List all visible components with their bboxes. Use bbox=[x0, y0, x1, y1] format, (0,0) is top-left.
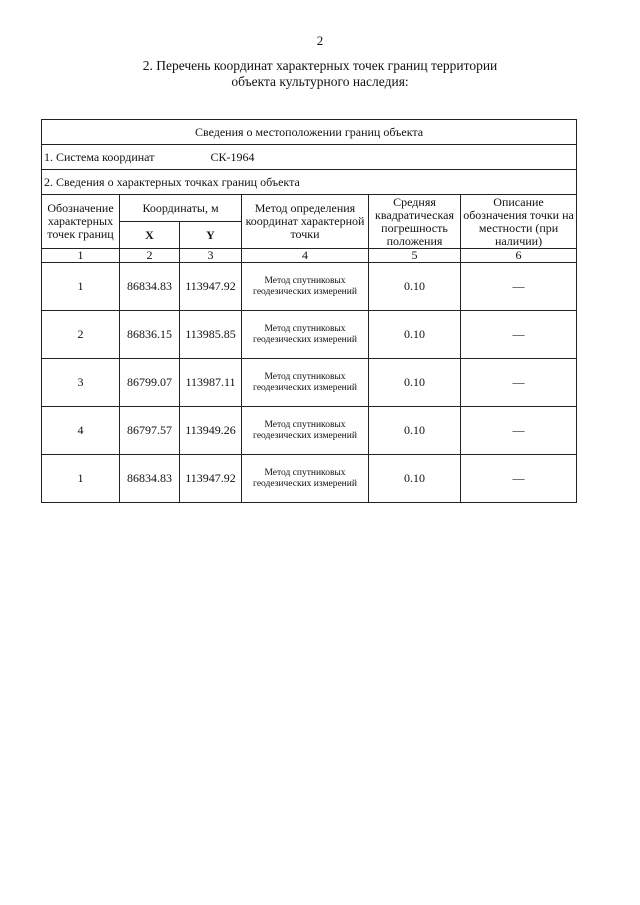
header-y: Y bbox=[180, 222, 242, 249]
cell-point: 1 bbox=[42, 263, 120, 311]
cell-method: Метод спутниковых геодезических измерений bbox=[242, 455, 369, 503]
column-number: 1 bbox=[42, 249, 120, 263]
table-row bbox=[42, 263, 577, 311]
header-method: Метод определения координат характерной точки bbox=[242, 195, 369, 249]
coordinate-system-row bbox=[42, 145, 577, 170]
cell-accuracy: 0.10 bbox=[369, 311, 461, 359]
coordinate-system-value: СК-1964 bbox=[210, 149, 255, 164]
cell-description: — bbox=[461, 407, 577, 455]
header-point-designation: Обозначение характерных точек границ bbox=[42, 195, 120, 249]
cell-y: 113985.85 bbox=[180, 311, 242, 359]
cell-point: 2 bbox=[42, 311, 120, 359]
table-title: Сведения о местоположении границ объекта bbox=[42, 120, 577, 145]
cell-accuracy: 0.10 bbox=[369, 359, 461, 407]
column-number: 6 bbox=[461, 249, 577, 263]
column-number: 3 bbox=[180, 249, 242, 263]
table-row bbox=[42, 359, 577, 407]
header-coordinates: Координаты, м bbox=[120, 195, 242, 222]
cell-description: — bbox=[461, 263, 577, 311]
coordinate-system-label: 1. Система координат bbox=[44, 149, 155, 164]
cell-point: 4 bbox=[42, 407, 120, 455]
table-row bbox=[42, 311, 577, 359]
cell-x: 86836.15 bbox=[120, 311, 180, 359]
cell-accuracy: 0.10 bbox=[369, 263, 461, 311]
cell-y: 113947.92 bbox=[180, 263, 242, 311]
header-x: X bbox=[120, 222, 180, 249]
cell-point: 1 bbox=[42, 455, 120, 503]
cell-x: 86834.83 bbox=[120, 455, 180, 503]
cell-method: Метод спутниковых геодезических измерений bbox=[242, 407, 369, 455]
coordinates-table bbox=[41, 119, 577, 503]
cell-accuracy: 0.10 bbox=[369, 407, 461, 455]
cell-accuracy: 0.10 bbox=[369, 455, 461, 503]
page-number: 2 bbox=[316, 33, 324, 48]
header-accuracy: Средняя квадратическая погрешность положения bbox=[369, 195, 461, 249]
cell-method: Метод спутниковых геодезических измерений bbox=[242, 263, 369, 311]
cell-y: 113947.92 bbox=[180, 455, 242, 503]
cell-method: Метод спутниковых геодезических измерений bbox=[242, 359, 369, 407]
column-number: 4 bbox=[242, 249, 369, 263]
cell-x: 86834.83 bbox=[120, 263, 180, 311]
section-heading bbox=[0, 58, 640, 90]
table-row bbox=[42, 407, 577, 455]
column-number: 5 bbox=[369, 249, 461, 263]
cell-x: 86797.57 bbox=[120, 407, 180, 455]
cell-y: 113949.26 bbox=[180, 407, 242, 455]
section-heading-line-2: объекта культурного наследия: bbox=[231, 74, 409, 89]
cell-description: — bbox=[461, 311, 577, 359]
cell-description: — bbox=[461, 455, 577, 503]
header-description: Описание обозначения точки на местности (при наличии) bbox=[461, 195, 577, 249]
column-number: 2 bbox=[120, 249, 180, 263]
cell-point: 3 bbox=[42, 359, 120, 407]
cell-x: 86799.07 bbox=[120, 359, 180, 407]
cell-method: Метод спутниковых геодезических измерений bbox=[242, 311, 369, 359]
section-heading-line-1: 2. Перечень координат характерных точек границ территории bbox=[142, 58, 498, 73]
table-row bbox=[42, 455, 577, 503]
cell-y: 113987.11 bbox=[180, 359, 242, 407]
cell-description: — bbox=[461, 359, 577, 407]
boundary-points-section-label: 2. Сведения о характерных точках границ объекта bbox=[42, 170, 577, 195]
